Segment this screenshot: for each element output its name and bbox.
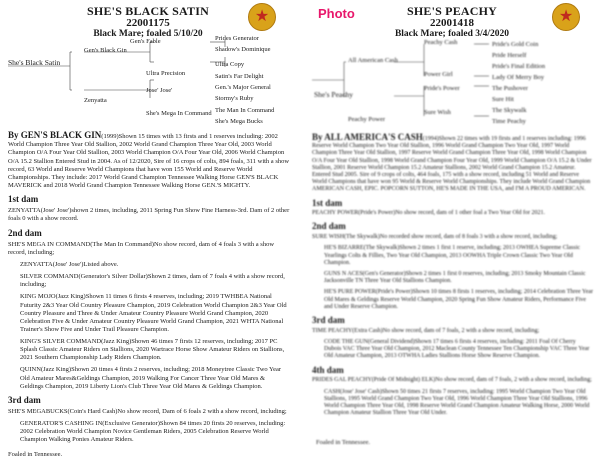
pedigree-lines <box>304 40 600 120</box>
pedigree-sds: Pride's Final Edition <box>492 63 546 70</box>
sire-text: (1999)Shown 15 times with 13 firsts and 1 reserves including: 2002 World Champion Three Year Old Stallion, 2002 World Grand Champion Three Year Old, 2003 World Champion O/A Four Year Old Stallion, 2003 World Champion O/A Four Year Old, 2006 World Champion O/A 15.2 Stallion Entered Stud in 2004. As of 12/2020, Sire of 16 crops of colts, 894 foals, 311 with a show record, 63 World and Reserve World Champions that have won 155 World and Reserve World Championships. They include: 2017 World Grand Champion Tennessee Walking Horse GEN'S BLACK MAVERICK and 2018 World Grand Champion Tennessee Walking Horse GEN.'S MIGHTY. <box>8 133 290 189</box>
dam3-item: GENERATOR'S CASHING IN(Exclusive Generator)Shown 84 times 20 firsts 20 reserves, including: 2002 Celebration World Champion Novice Gentleman Riders, 2005 Celebration Reserve World Champion Walking Ponies Amateur Riders. <box>20 420 286 444</box>
pedigree-sds: Ultra Copy <box>215 61 245 68</box>
pedigree-subject: She's Black Satin <box>8 58 61 67</box>
pedigree-sdd: Lady Of Merry Boy <box>492 74 545 81</box>
pedigree-dam-sire: Jose' Jose' <box>146 87 173 94</box>
pedigree-sss: Prides Generator <box>215 35 259 42</box>
pedigree-dam: Peachy Power <box>348 116 386 123</box>
pedigree-dds: The Skywalk <box>492 107 527 114</box>
dam3-heading: 3rd dam <box>312 314 345 325</box>
pedigree-sire-dam: Power Girl <box>424 71 453 78</box>
pedigree-sire: Gen's Black Gin <box>84 47 127 54</box>
pedigree-ddd: She's Mega Bucks <box>215 118 263 125</box>
dam2-heading: 2nd dam <box>312 221 346 232</box>
pedigree-sire-sire: Peachy Cash <box>424 39 458 46</box>
dam2-item: ZENYATTA(Jose' Jose')Listed above. <box>20 261 119 268</box>
dam1-heading: 1st dam <box>8 194 39 204</box>
pedigree-sire-dam: Ultra Precision <box>146 70 186 77</box>
footer-note: Foaled in Tennessee. <box>8 451 63 458</box>
dam2-item: SILVER COMMAND(Generator's Silver Dollar)Shown 2 times, dam of 7 foals 4 with a show record, including; <box>20 273 285 289</box>
horse-description: Black Mare; foaled 3/4/2020 <box>394 29 510 39</box>
pedigree-dam-dam: She's Mega In Command <box>146 110 212 117</box>
registration-number: 22001175 <box>126 17 170 29</box>
horse-title: SHE'S BLACK SATIN <box>87 4 209 18</box>
sire-lead: By ALL AMERICA'S CASH <box>312 132 423 142</box>
dam3-text: SHE'S MEGABUCKS(Coin's Hard Cash)No show record, Dam of 6 foals 2 with a show record, including; <box>8 408 287 415</box>
pedigree-dsd: Sure Hit <box>492 96 514 103</box>
pedigree-sss: Pride's Gold Coin <box>492 41 539 48</box>
dam1-heading: 1st dam <box>312 197 343 208</box>
dam1-text: ZENYATTA(Jose' Jose')shown 2 times, including, 2011 Spring Fun Show Fine Harness-3rd. Dam of 2 other foals 0 with a show record. <box>8 207 290 223</box>
dam3-text: TIME PEACHY(Extra Cash)No show record, dam of 7 foals, 2 with a show record, including; <box>312 327 540 334</box>
star-badge-icon: ★ <box>248 3 276 31</box>
pedigree-dds: The Man In Command <box>215 107 275 114</box>
dam2-text: SHE'S MEGA IN COMMAND(The Man In Command)No show record, dam of 4 foals 3 with a show record, including; <box>8 240 275 256</box>
pedigree-sire-sire: Gen's Fable <box>130 38 161 45</box>
dam3-heading: 3rd dam <box>8 394 41 405</box>
pedigree-sdd: Satin's Far Delight <box>215 73 264 80</box>
dam2-item: HE'S PURE POWER(Pride's Power)Shown 10 times 8 firsts 1 reserves, including; 2014 Celebration Three Year Old Mares & Geldings Reserve World Champion, 2020 Spring Fun Show Amateur Riders, Performance Five and Under Reserve Champion. <box>324 289 594 310</box>
pedigree-ddd: Time Peachy <box>492 118 526 125</box>
pedigree-sire: All American Cash <box>348 57 398 64</box>
horse-description: Black Mare; foaled 5/10/20 <box>93 29 203 39</box>
dam2-item: HE'S BIZARRE(The Skywalk)Shown 2 times 1 first 1 reserve, including; 2013 OWHEA Supreme Classic Yearlings Colts & Fillies, Two Year Old Champion, 2013 OOWHA Triple Crown Classic Two Year Old Champion. <box>324 245 581 266</box>
pedigree-dam: Zenyatta <box>84 97 107 104</box>
sire-lead: By GEN'S BLACK GIN <box>8 130 102 140</box>
pedigree-dss: The Pushover <box>492 85 528 92</box>
dam3-item: CODE THE GUN(General Dividend)Shown 17 times 6 firsts 4 reserves, including: 2011 Foal Of Cherry Dubois VAC Three Year Old Champion, 2012 Maclean County Tennessee Ten Championship VAC Three Year Old Amateur Champion, 2013 OTWHA Ladies Stallions Horse Show Reserve Champion. <box>324 338 590 360</box>
dam1-text: PEACHY POWER(Pride's Power)No show record, dam of 1 other foal a Two Year Old for 2021. <box>312 210 545 217</box>
right-page <box>304 0 600 464</box>
left-page <box>0 0 296 464</box>
dam4-text: PRIDES GAL PEACHY(Pride Of Midnight) ELK)No show record, dam of 7 foals, 2 with a show record, including; <box>312 377 592 384</box>
sire-text: (1994)Shown 22 times with 19 firsts and 1 reserves including: 1996 Reserve World Champion Two Year Old Stallion, 1996 World Grand Champion Two Year Old, 1997 World Champion Three Year Old Stallion, 1997 Reserve World Grand Champion Three Year Old, 1998 World Champion O/A Four Year Old Stallion, 1998 World Grand Champion Four Year Old, 1999 World Champion O/A 15.2 & Under Stallion, 2001 Reserve World Champion 15.2 Amateur Stallions, 2002 World Grand Champion 15.2 Amateur. Entered Stud 2005. Sire of 9 crops of colts, 464 foals, 175 with a show record, including 51 World and Reserve World Champions that have won 95 World & Reserve World Championships. They include World Grand Champion AMERICAN CASH, EPIC. POPCORN SUTTON, HE'S MADE IN THE USA, and I'M A PROUD AMERICAN. <box>312 136 592 193</box>
right-body <box>312 132 594 421</box>
pedigree-dam-sire: Pride's Power <box>424 85 460 92</box>
dam2-item: KING MOJO(Jazz King)Shown 11 times 6 firsts 4 reserves, including; 2019 TWHBEA National Futurity 2&3 Year Old Country Pleasure Champion, 2019 Celebration World Champion 2&3 Year Old Country Pleasure and Three & Under Amateur Country Pleasure World Grand Champion, 2020 Celebration Five & Under Amateur Country Pleasure World Grand Champion, 2021 WHTA National Trainer's Show Five and Under Trail Pleasure Champion. <box>20 293 287 333</box>
dam2-heading: 2nd dam <box>8 227 42 238</box>
pedigree-ssd: Pride Herself <box>492 52 527 59</box>
photo-label: Photo <box>318 6 355 21</box>
dam2-text: SURE WISH(The Skywalk)No recorded show record, dam of 8 foals 3 with a show record, including; <box>312 234 558 241</box>
pedigree-dsd: Stormy's Ruby <box>215 95 254 102</box>
pedigree-dss: Gen.'s Major General <box>215 84 271 91</box>
dam2-item: QUINN(Jazz King)Shown 20 times 4 firsts 2 reserves, including; 2018 Moneytree Classic Two Year Old Amateur Mares&Geldings Champion, 2019 Walking For Cancer Three Year Old Mares & Geldings Champion, 2019 Liberty Lion's Club Three Year Old Mares & Geldings Champion. <box>20 366 282 390</box>
pedigree-dam-dam: Sure Wish <box>424 109 451 116</box>
dam2-item: GUNS N ACES(Gen's Generator)Shown 2 times 1 first 0 reserves, including; 2013 Smoky Mountain Classic Jacksonville TN Three Year Old Stallions Champion. <box>324 271 586 285</box>
horse-title: SHE'S PEACHY <box>406 4 498 18</box>
dam4-item: CASH(Jose' Jose' Cash)Shown 50 times 21 firsts 7 reserves, including: 1995 World Champion Two Year Old Stallions, 1995 World Grand Champion Two Year Old, 1996 World Champion Three Year Old Stallions, 1996 World Champion Three Year Old, 1998 Reserve World Grand Champion Amateur Walking Horse, 2000 World Champion Amateur Stallion Three Year Old Under. <box>324 388 590 417</box>
left-body <box>8 130 290 449</box>
pedigree-ssd: Shadow's Dominique <box>215 46 271 53</box>
dam4-heading: 4th dam <box>312 364 344 375</box>
registration-number: 22001418 <box>430 17 474 29</box>
footer-note: Foaled in Tennessee. <box>316 439 371 446</box>
pedigree-subject: She's Peachy <box>314 90 354 99</box>
dam2-item: KING'S SILVER COMMAND(Jazz King)Shown 46 times 7 firsts 12 reserves, including; 2017 PC Splash Classic Amateur Riders on Stallions, 2020 Wartrace Horse Show Amateur Riders on Stallions, 2021 Southern Championship Lady Riders Champion. <box>20 338 285 362</box>
star-badge-icon: ★ <box>552 3 580 31</box>
